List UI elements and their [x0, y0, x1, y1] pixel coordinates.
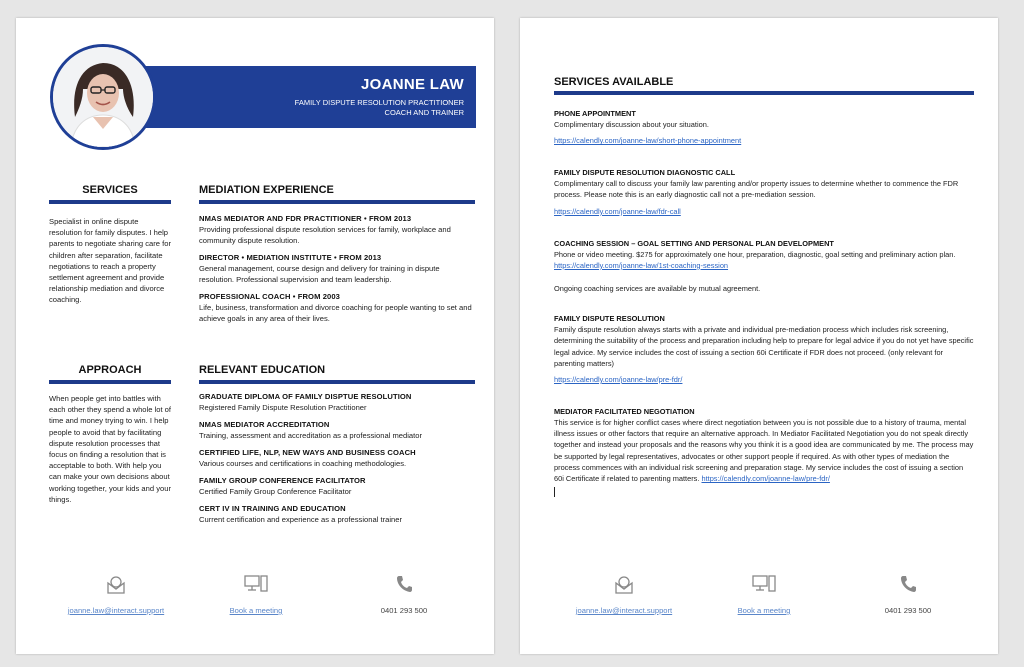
service-heading: COACHING SESSION – GOAL SETTING AND PERSONAL PLAN DEVELOPMENT [554, 238, 834, 248]
resume-page-1 [16, 18, 494, 654]
subtitle-line-2: COACH AND TRAINER [384, 108, 464, 117]
resume-page-2 [520, 18, 998, 654]
envelope-icon [614, 574, 634, 594]
education-item [199, 476, 475, 497]
section-rule [554, 91, 974, 95]
services-text: Specialist in online dispute resolution for family disputes. I help parents to negotiate sharing care for children after separation, facilitate negotiations to reach a property settlement agreement and provide relationship mediation and divorce coaching. [49, 217, 171, 305]
footer-phone [838, 574, 978, 615]
education-item [199, 420, 475, 441]
footer-phone [334, 574, 474, 615]
service-heading: PHONE APPOINTMENT [554, 109, 636, 118]
service-facilitated-negotiation [554, 407, 974, 502]
service-coaching-session [554, 239, 974, 295]
services-title: SERVICES [82, 184, 138, 196]
book-meeting-link[interactable]: Book a meeting [737, 606, 791, 615]
service-family-dispute-resolution [554, 314, 974, 387]
footer-meeting [186, 574, 326, 615]
education-desc: Training, assessment and accreditation as a professional mediator [199, 431, 423, 440]
avatar [50, 44, 156, 150]
education-desc: Certified Family Group Conference Facilitator [199, 487, 352, 496]
services-available-section [554, 76, 974, 502]
experience-heading: PROFESSIONAL COACH • FROM 2003 [199, 292, 340, 301]
education-desc: Registered Family Dispute Resolution Practitioner [199, 403, 367, 412]
phone-icon [899, 574, 917, 594]
education-heading: NMAS MEDIATOR ACCREDITATION [199, 420, 330, 429]
approach-title: APPROACH [78, 364, 142, 376]
experience-desc: Life, business, transformation and divorce coaching for people wanting to set and achieve goals in any area of their lives. [199, 303, 472, 323]
services-section [49, 184, 171, 306]
section-rule [49, 380, 171, 384]
email-link[interactable]: joanne.law@interact.support [575, 606, 673, 615]
footer [520, 574, 998, 624]
service-link[interactable]: https://calendly.com/joanne-law/1st-coaching-session [554, 260, 729, 270]
service-diagnostic-call [554, 168, 974, 218]
experience-item [199, 253, 475, 285]
education-desc: Current certification and experience as a professional trainer [199, 515, 403, 524]
subtitle-line-1: FAMILY DISPUTE RESOLUTION PRACTITIONER [294, 98, 464, 107]
service-heading: MEDIATOR FACILITATED NEGOTIATION [554, 407, 695, 417]
service-link[interactable]: https://calendly.com/joanne-law/pre-fdr/ [554, 375, 683, 385]
experience-item [199, 292, 475, 324]
service-heading: FAMILY DISPUTE RESOLUTION DIAGNOSTIC CALL [554, 168, 736, 178]
footer [16, 574, 494, 624]
footer-meeting [694, 574, 834, 615]
experience-heading: NMAS MEDIATOR AND FDR PRACTITIONER • FROM 2013 [199, 214, 412, 223]
experience-section [199, 184, 475, 324]
section-rule [199, 200, 475, 204]
person-name: JOANNE LAW [360, 76, 464, 93]
service-ongoing-note: Ongoing coaching services are available by mutual agreement. [554, 284, 761, 294]
book-meeting-link[interactable]: Book a meeting [229, 606, 283, 615]
computer-icon [752, 574, 776, 594]
email-link[interactable]: joanne.law@interact.support [67, 606, 165, 615]
education-title: RELEVANT EDUCATION [199, 364, 326, 376]
service-desc: This service is for higher conflict cases where direct negotiation between you is not possible due to a history of trauma, mental illness issues or other factors that require an alternative approach. In Mediator Facilitated Negotiation you do not speak directly together and instead your proposals and the reasons why you think it is a good idea are communicated by me. The process may be supported by legal representatives, advocates or other support people if required. As with other types of mediation the process commences with an individual risk screening and preparation stage. My service includes the cost of issuing a section 60i Certificate if related to parenting matters. https://calendly.com/joanne-law/pre-fdr/ [554, 418, 974, 484]
experience-item [199, 214, 475, 246]
education-item [199, 392, 475, 413]
service-desc: Phone or video meeting. $275 for approximately one hour, preparation, diagnostic, goal setting and preliminary action plan. https://calendly.com/joanne-law/1st-coaching-session [554, 249, 956, 270]
service-desc: Complimentary call to discuss your family law parenting and/or property issues to determine whether to commence the FDR process. Please note this is an early diagnostic call not a pre-mediation session. [554, 179, 959, 200]
phone-icon [395, 574, 413, 594]
service-link[interactable]: https://calendly.com/joanne-law/fdr-call [554, 206, 681, 216]
footer-email [46, 574, 186, 615]
profile-photo-icon [53, 47, 153, 147]
service-link[interactable]: https://calendly.com/joanne-law/short-phone-appointment [554, 136, 742, 146]
education-item [199, 504, 475, 525]
experience-desc: Providing professional dispute resolution services for family, workplace and community dispute resolution. [199, 225, 451, 245]
approach-section [49, 364, 171, 505]
education-heading: CERTIFIED LIFE, NLP, NEW WAYS AND BUSINESS COACH [199, 448, 416, 457]
computer-icon [244, 574, 268, 594]
section-rule [199, 380, 475, 384]
service-desc: Complimentary discussion about your situation. [554, 120, 709, 129]
experience-title: MEDIATION EXPERIENCE [199, 184, 334, 196]
education-desc: Various courses and certifications in coaching methodologies. [199, 459, 407, 468]
education-heading: FAMILY GROUP CONFERENCE FACILITATOR [199, 476, 366, 485]
service-heading: FAMILY DISPUTE RESOLUTION [554, 314, 665, 324]
footer-email [554, 574, 694, 615]
experience-desc: General management, course design and delivery for training in dispute resolution. Professional supervision and team leadership. [199, 264, 440, 284]
services-available-title: SERVICES AVAILABLE [554, 76, 674, 88]
education-section [199, 364, 475, 525]
service-desc: Family dispute resolution always starts with a private and individual pre-mediation process which includes risk screening, determining the suitability of the process and preparation including help to prepare for legal advice if you do not yet have specific legal advice. My service includes the cost of issuing a section 60i Certificate if FDR does not proceed. (only relevant for parenting matters) [554, 325, 974, 368]
approach-text: When people get into battles with each other they spend a whole lot of time and money trying to win. I help people to avoid that by facilitating dispute resolution processes that focus on finding a resolution that is acceptable to both. With help you can make your own decisions about working together, your kids and your things. [49, 394, 172, 504]
experience-heading: DIRECTOR • MEDIATION INSTITUTE • FROM 2013 [199, 253, 382, 262]
phone-number: 0401 293 500 [380, 606, 428, 615]
service-link[interactable]: https://calendly.com/joanne-law/pre-fdr/ [701, 474, 830, 484]
phone-number: 0401 293 500 [884, 606, 932, 615]
text-cursor [554, 487, 555, 497]
education-item [199, 448, 475, 469]
envelope-icon [106, 574, 126, 594]
education-heading: GRADUATE DIPLOMA OF FAMILY DISPTUE RESOLUTION [199, 392, 412, 401]
section-rule [49, 200, 171, 204]
education-heading: CERT IV IN TRAINING AND EDUCATION [199, 504, 346, 513]
header-banner [146, 66, 476, 128]
service-phone-appointment [554, 109, 974, 148]
